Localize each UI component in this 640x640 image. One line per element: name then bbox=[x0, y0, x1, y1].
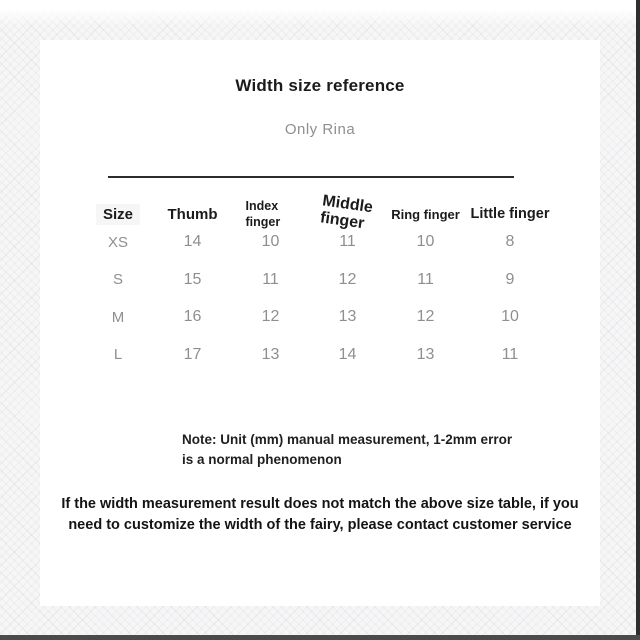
note-line-2: is a normal phenomenon bbox=[182, 451, 342, 467]
table-cell: 11 bbox=[501, 345, 519, 363]
table-header-label: Index finger bbox=[245, 198, 281, 229]
table-cell: 11 bbox=[262, 270, 279, 288]
table-cell: 10 bbox=[501, 308, 519, 326]
table-header-label: Ring finger bbox=[391, 206, 460, 222]
note-line-1: Note: Unit (mm) manual measurement, 1-2mm error bbox=[182, 432, 513, 447]
note-text bbox=[182, 430, 532, 469]
table-cell: 10 bbox=[416, 233, 435, 251]
divider-line bbox=[108, 176, 514, 178]
table-cell: 10 bbox=[261, 233, 280, 251]
table-cell: 15 bbox=[183, 270, 202, 288]
photo-edge-bottom bbox=[0, 635, 640, 640]
table-header-label: Little finger bbox=[470, 206, 550, 222]
table-cell: 9 bbox=[505, 270, 515, 288]
table-header-label: Size bbox=[96, 204, 140, 225]
top-fade-band bbox=[0, 0, 640, 26]
table-cell: 12 bbox=[261, 308, 280, 326]
table-cell: 17 bbox=[183, 345, 202, 363]
size-chart-card bbox=[40, 40, 600, 606]
footer-line-2: need to customize the width of the fairy, please contact customer service bbox=[68, 517, 572, 534]
table-cell: 8 bbox=[505, 233, 515, 251]
table-cell: 16 bbox=[183, 308, 202, 326]
table-cell: 14 bbox=[183, 233, 202, 251]
photo-edge-right bbox=[636, 0, 640, 640]
table-cell: 11 bbox=[417, 270, 434, 288]
table-cell: 14 bbox=[338, 345, 357, 363]
table-header-label: Middle finger bbox=[318, 192, 374, 233]
table-cell: 13 bbox=[261, 345, 280, 363]
size-label: S bbox=[112, 271, 123, 289]
table-header-label: Thumb bbox=[167, 205, 218, 223]
size-label: M bbox=[111, 308, 125, 326]
brand-name: Only Rina bbox=[284, 121, 356, 138]
page-title: Width size reference bbox=[235, 76, 405, 95]
footer-line-1: If the width measurement result does not match the above size table, if you bbox=[61, 496, 579, 512]
table-cell: 13 bbox=[416, 345, 435, 363]
size-label: L bbox=[113, 346, 123, 364]
table-cell: 12 bbox=[416, 308, 435, 326]
size-table bbox=[60, 186, 580, 374]
table-cell: 12 bbox=[338, 270, 357, 288]
size-label: XS bbox=[107, 233, 128, 251]
table-cell: 11 bbox=[339, 233, 356, 251]
footer-text bbox=[40, 494, 600, 536]
table-cell: 13 bbox=[338, 308, 357, 326]
